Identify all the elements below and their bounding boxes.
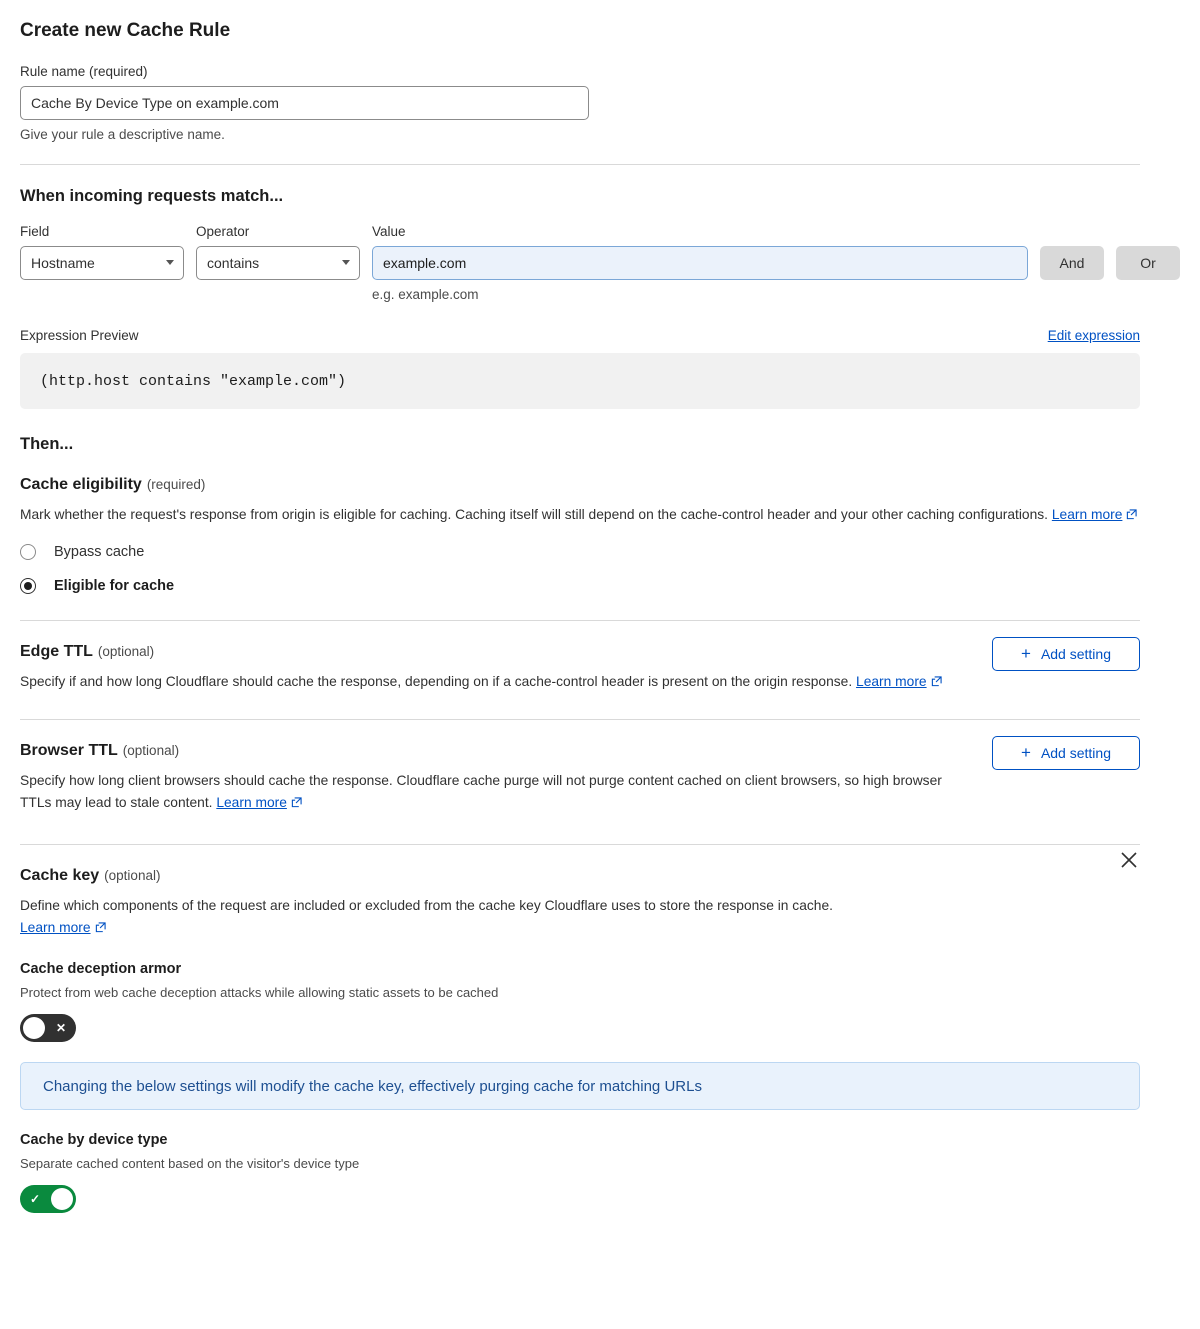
then-heading: Then...	[20, 435, 74, 453]
browser-ttl-add-setting-button[interactable]	[992, 736, 1140, 770]
field-select-value: Hostname	[20, 246, 184, 280]
edge-ttl-optional: (optional)	[97, 644, 155, 660]
operator-select-value: contains	[196, 246, 360, 280]
value-label: Value	[372, 224, 406, 239]
cache-by-device-type-toggle[interactable]	[20, 1185, 76, 1213]
radio-selected-icon	[20, 578, 36, 594]
value-column	[372, 224, 1028, 302]
external-link-icon	[931, 676, 942, 687]
cache-eligibility-required: (required)	[146, 477, 206, 492]
rule-name-label: Rule name (required)	[20, 64, 148, 79]
cache-key-optional: (optional)	[104, 868, 161, 884]
edge-ttl-title: Edge TTL	[20, 643, 93, 661]
browser-ttl-heading	[20, 742, 992, 760]
browser-ttl-title: Browser TTL	[20, 742, 118, 760]
expression-header	[20, 328, 1140, 343]
field-select[interactable]	[20, 246, 184, 280]
edge-ttl-section	[10, 621, 1150, 693]
cache-deception-armor-title: Cache deception armor	[20, 961, 182, 978]
toggle-knob	[23, 1017, 45, 1039]
edge-ttl-description-text: Specify if and how long Cloudflare should cache the response, depending on if a cache-control header is present on the origin response.	[20, 674, 853, 690]
operator-column	[196, 224, 360, 280]
operator-label: Operator	[196, 224, 250, 239]
cache-key-notice: Changing the below settings will modify the cache key, effectively purging cache for matching URLs	[20, 1062, 1140, 1110]
chevron-down-icon	[166, 260, 174, 265]
edge-ttl-add-setting-label: Add setting	[1040, 646, 1111, 663]
edit-expression-link[interactable]: Edit expression	[1047, 328, 1140, 343]
rule-name-help: Give your rule a descriptive name.	[20, 127, 225, 142]
or-button-column	[1116, 224, 1180, 280]
divider	[20, 164, 1140, 165]
browser-ttl-add-setting-label: Add setting	[1040, 745, 1111, 762]
external-link-icon	[95, 922, 106, 933]
external-link-icon	[291, 797, 302, 808]
spacer-label	[1040, 224, 1104, 239]
cache-eligibility-heading	[20, 476, 1150, 494]
cache-key-title: Cache key	[20, 867, 100, 885]
cache-key-description	[20, 895, 1020, 939]
plus-icon: +	[1021, 643, 1031, 663]
cache-eligibility-title: Cache eligibility	[20, 476, 142, 493]
close-icon[interactable]	[1118, 849, 1140, 871]
chevron-down-icon	[342, 260, 350, 265]
edge-ttl-add-setting-button[interactable]	[992, 637, 1140, 671]
match-section-heading: When incoming requests match...	[20, 187, 284, 205]
and-button-column	[1040, 224, 1104, 280]
field-label: Field	[20, 224, 50, 239]
toggle-mark-icon: ✕	[55, 1021, 66, 1036]
edge-ttl-heading	[20, 643, 992, 661]
spacer-label	[1116, 224, 1180, 239]
or-button[interactable]: Or	[1116, 246, 1180, 280]
bypass-cache-label: Bypass cache	[54, 544, 145, 561]
expression-preview-box: (http.host contains "example.com")	[20, 353, 1140, 409]
bypass-cache-option[interactable]	[20, 544, 1150, 560]
cache-eligibility-description-text: Mark whether the request's response from origin is eligible for caching. Caching itself will still depend on the cache-control header and your other caching configurations.	[20, 507, 1048, 522]
cache-key-section	[10, 845, 1150, 939]
browser-ttl-description-text: Specify how long client browsers should cache the response. Cloudflare cache purge will not purge content cached on client browsers, so high browser TTLs may lead to stale content.	[20, 773, 942, 811]
browser-ttl-learn-more-link[interactable]: Learn more	[216, 795, 287, 811]
value-hint: e.g. example.com	[372, 287, 479, 302]
radio-icon	[20, 544, 36, 560]
cache-by-device-type-description: Separate cached content based on the visitor's device type	[20, 1156, 360, 1172]
rule-name-input[interactable]	[20, 86, 589, 120]
eligible-for-cache-label: Eligible for cache	[54, 578, 175, 595]
cache-deception-armor-description: Protect from web cache deception attacks while allowing static assets to be cached	[20, 985, 499, 1001]
browser-ttl-description	[20, 770, 970, 814]
field-column	[20, 224, 184, 280]
operator-select[interactable]	[196, 246, 360, 280]
cache-eligibility-description	[20, 504, 1140, 526]
external-link-icon	[1126, 509, 1137, 520]
edge-ttl-learn-more-link[interactable]: Learn more	[856, 674, 927, 690]
page-title: Create new Cache Rule	[20, 20, 231, 41]
cache-key-description-text: Define which components of the request are included or excluded from the cache key Cloudflare uses to store the response in cache.	[20, 898, 833, 914]
browser-ttl-section	[10, 720, 1150, 814]
edge-ttl-description	[20, 671, 980, 693]
browser-ttl-optional: (optional)	[122, 743, 180, 759]
cache-key-learn-more-link[interactable]: Learn more	[20, 920, 91, 936]
cache-eligibility-learn-more-link[interactable]: Learn more	[1051, 507, 1123, 522]
match-row	[20, 224, 1156, 302]
plus-icon: +	[1021, 742, 1031, 762]
toggle-knob	[51, 1188, 73, 1210]
and-button[interactable]: And	[1040, 246, 1104, 280]
expression-preview-label: Expression Preview	[20, 328, 139, 343]
cache-key-heading	[20, 867, 1118, 885]
value-input[interactable]	[372, 246, 1028, 280]
cache-by-device-type-title: Cache by device type	[20, 1132, 168, 1149]
cache-deception-armor-toggle[interactable]	[20, 1014, 76, 1042]
toggle-check-icon: ✓	[30, 1192, 41, 1207]
eligible-for-cache-option[interactable]	[20, 578, 1150, 594]
